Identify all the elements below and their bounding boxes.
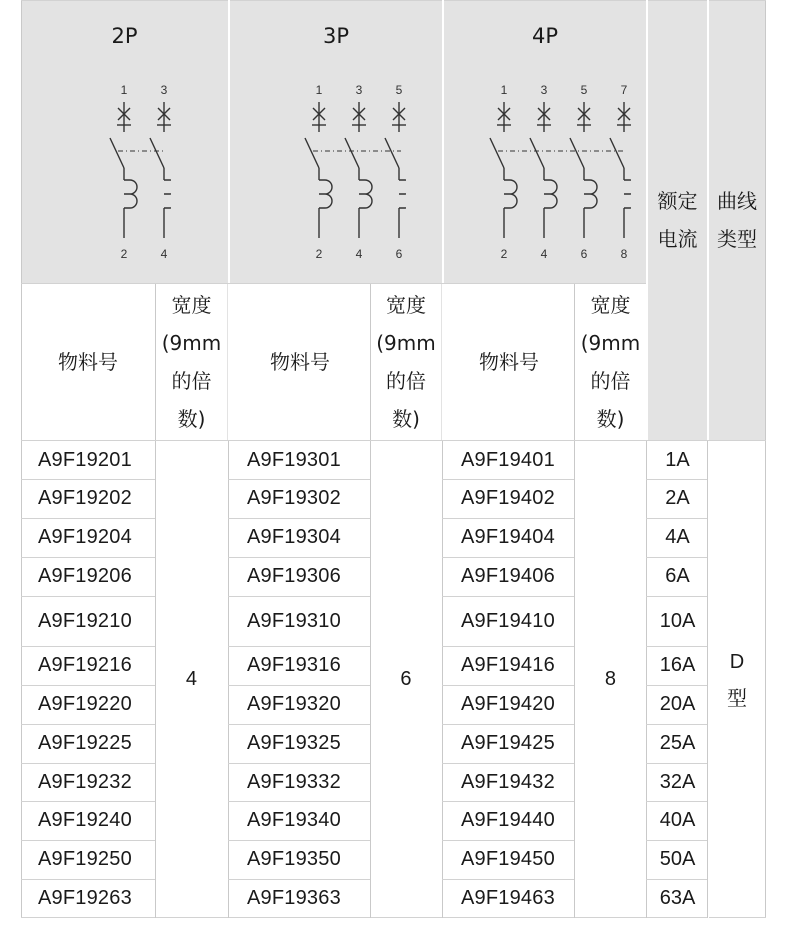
grid-line: [646, 840, 707, 841]
terminal-label-bottom: 2: [315, 247, 323, 261]
grid-line: [442, 685, 574, 686]
terminal-label-bottom: 6: [395, 247, 403, 261]
rated-current-cell: 10A: [659, 609, 696, 632]
grid-line: [646, 479, 707, 480]
part-number-cell: A9F19420: [461, 693, 555, 715]
part-number-cell: A9F19406: [461, 565, 555, 587]
part-number-cell: A9F19206: [38, 565, 132, 587]
part-number-cell: A9F19410: [461, 609, 555, 632]
grid-line: [228, 879, 370, 880]
terminal-label-top: 7: [620, 83, 628, 97]
switch-blade: [610, 138, 624, 168]
grid-line: [228, 840, 370, 841]
grid-line: [21, 801, 155, 802]
rated-current-cell: 1A: [665, 448, 690, 471]
part-number-header-4p: 物料号: [479, 350, 539, 374]
grid-line: [228, 440, 229, 918]
grid-line: [646, 596, 707, 597]
grid-line: [442, 518, 574, 519]
grid-line: [646, 763, 707, 764]
grid-line: [21, 879, 155, 880]
trip-coil: [584, 180, 597, 208]
grid-line: [442, 879, 574, 880]
grid-line: [228, 763, 370, 764]
subheader-2p-part: [21, 284, 155, 440]
breaker-diagram-4p: [471, 80, 631, 265]
grid-line: [646, 685, 707, 686]
grid-line: [228, 596, 370, 597]
part-number-cell: A9F19416: [461, 654, 555, 676]
part-number-cell: A9F19320: [247, 693, 341, 715]
terminal-label-top: 1: [500, 83, 508, 97]
width-value-4p: 8: [575, 441, 646, 918]
grid-line: [21, 840, 155, 841]
grid-line: [442, 840, 574, 841]
grid-line: [228, 801, 370, 802]
trip-coil: [399, 180, 406, 208]
part-number-cell: A9F19240: [38, 809, 132, 831]
grid-line: [21, 596, 155, 597]
grid-line: [155, 284, 156, 918]
part-number-cell: A9F19450: [461, 848, 555, 870]
switch-blade: [110, 138, 124, 168]
terminal-label-top: 1: [315, 83, 323, 97]
grid-line: [21, 0, 22, 918]
width-value-3p: 6: [371, 441, 441, 918]
subheader-3p-part: [230, 284, 370, 440]
grid-line: [442, 763, 574, 764]
rated-current-cell: 40A: [659, 809, 696, 831]
grid-line: [21, 646, 155, 647]
part-number-cell: A9F19204: [38, 526, 132, 548]
trip-coil: [124, 180, 137, 208]
pole-label-3p: 3P: [322, 24, 350, 48]
pole-label-2p: 2P: [111, 24, 138, 48]
breaker-diagram-2p: [91, 80, 171, 265]
switch-blade: [530, 138, 544, 168]
part-number-cell: A9F19404: [461, 526, 555, 548]
part-number-cell: A9F19325: [247, 732, 341, 754]
curve-type-label: 曲线 类型: [717, 189, 757, 251]
grid-line: [707, 440, 708, 918]
switch-blade: [570, 138, 584, 168]
grid-line: [442, 557, 574, 558]
rated-current-label: 额定 电流: [657, 189, 698, 251]
part-number-cell: A9F19463: [461, 887, 555, 909]
grid-line: [442, 801, 574, 802]
part-number-cell: A9F19350: [247, 848, 341, 870]
trip-coil: [319, 180, 332, 208]
rated-current-cell: 4A: [665, 526, 690, 548]
grid-line: [646, 518, 707, 519]
part-number-cell: A9F19316: [247, 654, 341, 676]
grid-line: [21, 518, 155, 519]
switch-blade: [490, 138, 504, 168]
part-number-cell: A9F19225: [38, 732, 132, 754]
curve-type-value: [708, 441, 766, 918]
rated-current-cell: 2A: [665, 487, 690, 509]
rated-current-cell: 50A: [659, 848, 696, 870]
part-number-cell: A9F19201: [38, 448, 132, 471]
pole-label-4p: 4P: [531, 24, 559, 48]
product-table: [21, 0, 766, 918]
grid-line: [21, 283, 646, 284]
width-header-3p: 宽度 (9mm 的倍 数): [376, 293, 436, 431]
terminal-label-top: 3: [540, 83, 548, 97]
part-number-cell: A9F19332: [247, 770, 341, 793]
grid-line: [21, 763, 155, 764]
rated-current-cell: 25A: [659, 732, 696, 754]
grid-line: [21, 0, 766, 1]
terminal-label-bottom: 4: [160, 247, 168, 261]
grid-line: [646, 801, 707, 802]
grid-line: [646, 724, 707, 725]
grid-line: [442, 724, 574, 725]
rated-current-header: [648, 0, 707, 440]
part-number-header-2p: 物料号: [58, 350, 118, 374]
grid-line: [228, 557, 370, 558]
terminal-label-top: 1: [120, 83, 128, 97]
part-number-cell: A9F19425: [461, 732, 555, 754]
terminal-label-top: 5: [580, 83, 588, 97]
part-number-cell: A9F19306: [247, 565, 341, 587]
terminal-label-bottom: 2: [500, 247, 508, 261]
grid-line: [574, 284, 575, 918]
part-number-cell: A9F19232: [38, 770, 132, 793]
switch-blade: [385, 138, 399, 168]
terminal-label-top: 3: [160, 83, 168, 97]
grid-line: [21, 917, 766, 918]
grid-line: [442, 646, 574, 647]
part-number-cell: A9F19401: [461, 448, 555, 471]
part-number-cell: A9F19202: [38, 487, 132, 509]
grid-line: [21, 440, 766, 441]
curve-type-letter: D: [729, 650, 745, 673]
grid-line: [646, 879, 707, 880]
width-header-2p: 宽度 (9mm 的倍 数): [161, 293, 222, 431]
terminal-label-top: 3: [355, 83, 363, 97]
switch-blade: [345, 138, 359, 168]
trip-coil: [504, 180, 517, 208]
grid-line: [21, 685, 155, 686]
part-number-cell: A9F19340: [247, 809, 341, 831]
terminal-label-bottom: 4: [540, 247, 548, 261]
grid-line: [21, 479, 155, 480]
rated-current-cell: 16A: [659, 654, 696, 676]
part-number-cell: A9F19363: [247, 887, 341, 909]
grid-line: [228, 646, 370, 647]
part-number-cell: A9F19210: [38, 609, 132, 632]
part-number-cell: A9F19263: [38, 887, 132, 909]
part-number-cell: A9F19220: [38, 693, 132, 715]
grid-line: [442, 596, 574, 597]
trip-coil: [624, 180, 631, 208]
switch-blade: [150, 138, 164, 168]
grid-line: [370, 284, 371, 918]
terminal-label-bottom: 4: [355, 247, 363, 261]
grid-line: [442, 479, 574, 480]
grid-line: [646, 440, 647, 918]
subheader-2p-width: [156, 284, 227, 440]
grid-line: [442, 0, 444, 440]
grid-line: [228, 479, 370, 480]
part-number-cell: A9F19402: [461, 487, 555, 509]
trip-coil: [164, 180, 171, 208]
grid-line: [765, 0, 766, 918]
rated-current-cell: 6A: [665, 565, 690, 587]
terminal-label-top: 5: [395, 83, 403, 97]
terminal-label-bottom: 8: [620, 247, 628, 261]
width-value-2p: 4: [156, 441, 227, 918]
width-header-4p: 宽度 (9mm 的倍 数): [580, 293, 641, 431]
grid-line: [646, 557, 707, 558]
part-number-header-3p: 物料号: [270, 350, 330, 374]
trip-coil: [359, 180, 372, 208]
rated-current-cell: 63A: [659, 887, 696, 909]
grid-line: [21, 557, 155, 558]
rated-current-cell: 20A: [659, 693, 696, 715]
part-number-cell: A9F19440: [461, 809, 555, 831]
grid-line: [228, 724, 370, 725]
rated-current-cell: 32A: [659, 770, 696, 793]
terminal-label-bottom: 2: [120, 247, 128, 261]
part-number-cell: A9F19301: [247, 448, 341, 471]
grid-line: [21, 724, 155, 725]
trip-coil: [544, 180, 557, 208]
subheader-4p-width: [575, 284, 646, 440]
grid-line: [442, 440, 443, 918]
part-number-cell: A9F19310: [247, 609, 341, 632]
terminal-label-bottom: 6: [580, 247, 588, 261]
curve-type-header: [708, 0, 766, 440]
part-number-cell: A9F19304: [247, 526, 341, 548]
grid-line: [228, 685, 370, 686]
switch-blade: [305, 138, 319, 168]
grid-line: [228, 518, 370, 519]
subheader-4p-part: [444, 284, 574, 440]
grid-line: [228, 0, 230, 440]
grid-line: [646, 646, 707, 647]
part-number-cell: A9F19250: [38, 848, 132, 870]
part-number-cell: A9F19216: [38, 654, 132, 676]
part-number-cell: A9F19302: [247, 487, 341, 509]
part-number-cell: A9F19432: [461, 770, 555, 793]
grid-line: [646, 0, 648, 440]
subheader-3p-width: [371, 284, 441, 440]
curve-type-suffix: 型: [727, 685, 747, 710]
breaker-diagram-3p: [286, 80, 406, 265]
